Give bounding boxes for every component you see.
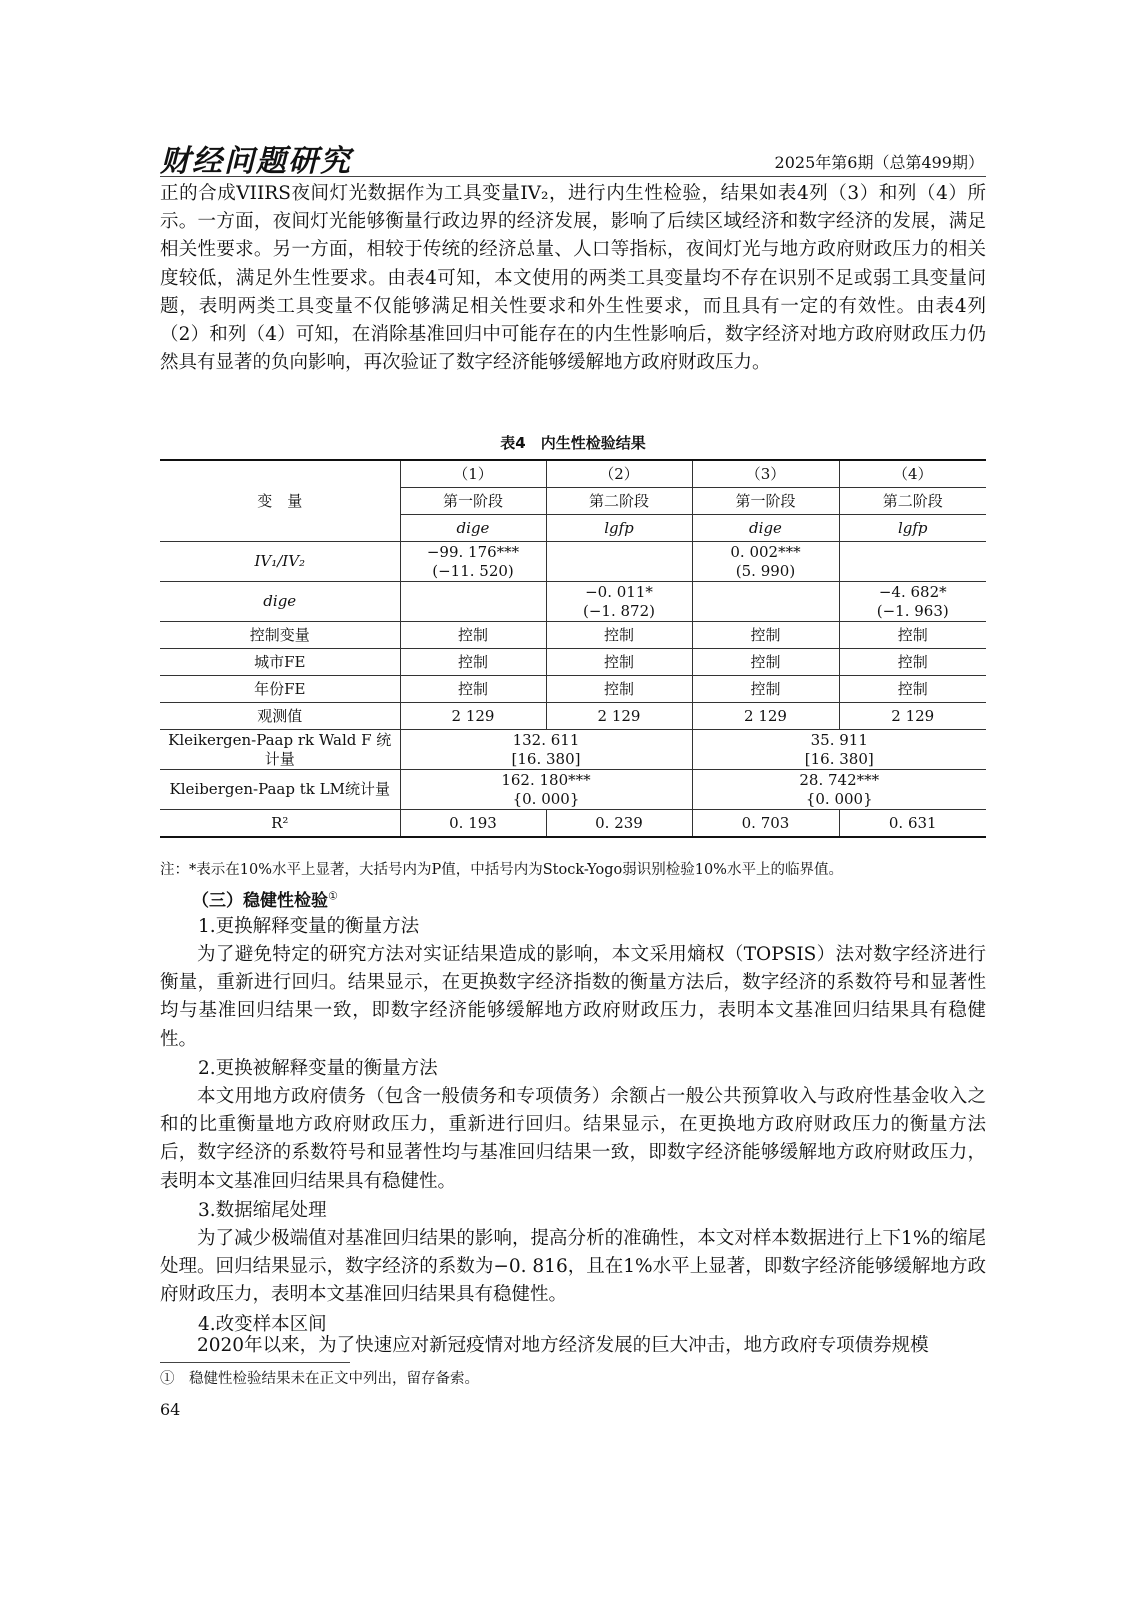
kp-lm-label: Kleibergen-Paap tk LM统计量 xyxy=(160,770,400,810)
variable-header: 变 量 xyxy=(160,460,400,542)
col-number: （4） xyxy=(839,460,986,488)
table-cell xyxy=(839,542,986,582)
table-cell xyxy=(546,542,692,582)
subsection-3-title: 3.数据缩尾处理 xyxy=(198,1200,327,1221)
results-table xyxy=(160,459,986,838)
section-heading: （三）稳健性检验① xyxy=(192,889,338,911)
stage-label: 第二阶段 xyxy=(546,488,692,515)
depvar-label: lgfp xyxy=(839,515,986,542)
stage-label: 第一阶段 xyxy=(692,488,839,515)
table-cell: −4. 682* (−1. 963) xyxy=(839,582,986,622)
table-row: R² 0. 193 0. 239 0. 703 0. 631 xyxy=(160,810,986,838)
subsection-4-title: 4.改变样本区间 xyxy=(198,1314,327,1335)
col-number: （2） xyxy=(546,460,692,488)
table-cell: 35. 911 [16. 380] xyxy=(692,730,986,770)
subsection-2-title: 2.更换被解释变量的衡量方法 xyxy=(198,1058,438,1079)
subsection-3-text: 为了减少极端值对基准回归结果的影响，提高分析的准确性，本文对样本数据进行上下1%的缩尾处理。回归结果显示，数字经济的系数为−0. 816，且在1%水平上显著，即数字经济能够缓解地方政府财政压力，表明本文基准回归结果具有稳健性。 xyxy=(160,1228,986,1306)
subsection-1-text: 为了避免特定的研究方法对实证结果造成的影响，本文采用熵权（TOPSIS）法对数字经济进行衡量，重新进行回归。结果显示，在更换数字经济指数的衡量方法后，数字经济的系数符号和显著性均与基准回归结果一致，即数字经济能够缓解地方政府财政压力，表明本文基准回归结果具有稳健性。 xyxy=(160,944,986,1050)
table-cell: −99. 176*** (−11. 520) xyxy=(400,542,546,582)
subsection-1-title: 1.更换解释变量的衡量方法 xyxy=(198,916,420,937)
table-cell: 132. 611 [16. 380] xyxy=(400,730,692,770)
table-row: 城市FE 控制 控制 控制 控制 xyxy=(160,649,986,676)
journal-logo: 财经问题研究 xyxy=(160,144,352,179)
col-number: （1） xyxy=(400,460,546,488)
table-cell: 0. 002*** (5. 990) xyxy=(692,542,839,582)
dige-label: dige xyxy=(160,582,400,622)
footnote-divider xyxy=(160,1362,350,1363)
depvar-label: dige xyxy=(692,515,839,542)
depvar-label: lgfp xyxy=(546,515,692,542)
intro-paragraph: 正的合成VIIRS夜间灯光数据作为工具变量IV₂，进行内生性检验，结果如表4列（3）和列（4）所示。一方面，夜间灯光能够衡量行政边界的经济发展，影响了后续区域经济和数字经济的发展，满足相关性要求。另一方面，相较于传统的经济总量、人口等指标，夜间灯光与地方政府财政压力的相关度较低，满足外生性要求。由表4可知，本文使用的两类工具变量均不存在识别不足或弱工具变量问题，表明两类工具变量不仅能够满足相关性要求和外生性要求，而且具有一定的有效性。由表4列（2）和列（4）可知，在消除基准回归中可能存在的内生性影响后，数字经济对地方政府财政压力仍然具有显著的负向影响，再次验证了数字经济能够缓解地方政府财政压力。 xyxy=(160,183,986,374)
subsection-4-text: 2020年以来，为了快速应对新冠疫情对地方经济发展的巨大冲击，地方政府专项债券规模 xyxy=(197,1335,929,1356)
table-row: 控制变量 控制 控制 控制 控制 xyxy=(160,622,986,649)
stage-label: 第一阶段 xyxy=(400,488,546,515)
r2-label: R² xyxy=(160,810,400,838)
col-number: （3） xyxy=(692,460,839,488)
table-cell: −0. 011* (−1. 872) xyxy=(546,582,692,622)
issue-label: 2025年第6期（总第499期） xyxy=(774,153,984,172)
table-title: 表4 内生性检验结果 xyxy=(500,434,646,452)
table-row: 观测值 2 129 2 129 2 129 2 129 xyxy=(160,703,986,730)
iv-label: IV₁/IV₂ xyxy=(160,542,400,582)
kp-wald-label: Kleikergen-Paap rk Wald F 统计量 xyxy=(160,730,400,770)
footnote: ① 稳健性检验结果未在正文中列出，留存备索。 xyxy=(160,1371,479,1387)
table-cell xyxy=(692,582,839,622)
page-header xyxy=(160,136,986,177)
table-note: 注：*表示在10%水平上显著，大括号内为P值，中括号内为Stock-Yogo弱识别检验10%水平上的临界值。 xyxy=(160,862,843,878)
table-row xyxy=(160,730,986,770)
footnote-mark: ① xyxy=(328,889,338,903)
table-cell: 28. 742*** {0. 000} xyxy=(692,770,986,810)
page-number: 64 xyxy=(160,1400,181,1419)
table-cell xyxy=(400,582,546,622)
table-row xyxy=(160,582,986,622)
table-row xyxy=(160,460,986,488)
table-row: 年份FE 控制 控制 控制 控制 xyxy=(160,676,986,703)
table-cell: 162. 180*** {0. 000} xyxy=(400,770,692,810)
depvar-label: dige xyxy=(400,515,546,542)
table-row xyxy=(160,542,986,582)
stage-label: 第二阶段 xyxy=(839,488,986,515)
subsection-2-text: 本文用地方政府债务（包含一般债务和专项债务）余额占一般公共预算收入与政府性基金收入之和的比重衡量地方政府财政压力，重新进行回归。结果显示，在更换地方政府财政压力的衡量方法后，数字经济的系数符号和显著性均与基准回归结果一致，即数字经济能够缓解地方政府财政压力，表明本文基准回归结果具有稳健性。 xyxy=(160,1086,986,1192)
table-row xyxy=(160,770,986,810)
